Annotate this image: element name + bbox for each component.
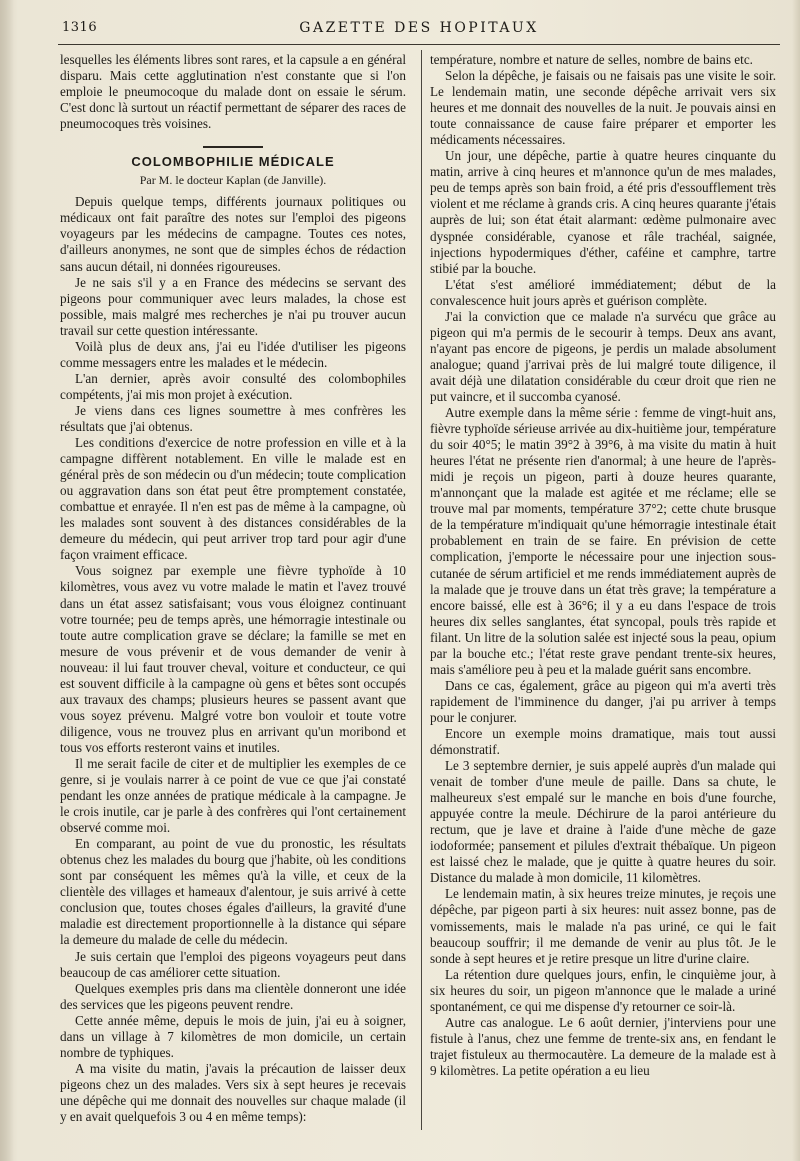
article-paragraph: Dans ce cas, également, grâce au pigeon qui m'a averti très rapidement de l'imminence du danger, j'ai pu arriver à temps pour le conjurer. [430, 677, 776, 725]
page-number: 1316 [62, 20, 98, 35]
article-paragraph: La rétention dure quelques jours, enfin, le cinquième jour, à six heures du soir, un pigeon m'annonce que le malade a uriné spontanément, ce qui me dispense d'y retourner ce soir-là. [430, 966, 776, 1014]
article-paragraph: Je viens dans ces lignes soumettre à mes confrères les résultats que j'ai obtenus. [60, 402, 406, 434]
article-paragraph: En comparant, au point de vue du pronostic, les résultats obtenus chez les malades du bourg que j'habite, où les conditions sont par conséquent les mêmes qu'à la ville, et ceux de la clientèle des villages et hameaux d'alentour, je suis arrivé à cette conclusion que, toutes choses égales d'ailleurs, la gravité d'une maladie est directement proportionnelle à la distance qui sépare la demeure du malade de celle du médecin. [60, 836, 406, 948]
article-paragraph: Le lendemain matin, à six heures treize minutes, je reçois une dépêche, par pigeon parti à six heures: nuit assez bonne, pas de vomissements, mais le malade n'a pas uriné, ce qui le fait beaucoup souffrir; il me demande de venir au plus tôt. Je le sonde à sept heures et je retire presque un litre d'urine claire. [430, 886, 776, 966]
article-paragraph: Voilà plus de deux ans, j'ai eu l'idée d'utiliser les pigeons comme messagers entre les malades et le médecin. [60, 338, 406, 370]
article-paragraph: Un jour, une dépêche, partie à quatre heures cinquante du matin, arrive à cinq heures et m'annonce qu'un de mes malades, peu de temps après son bain froid, a été pris d'essoufflement très violent et me réclame à grands cris. A cinq heures quarante j'étais auprès de lui; son état était alarmant: œdème pulmonaire avec dyspnée considérable, cyanose et râle trachéal, saignée, injections hypodermiques d'éther, caféine et camphre, tartre stibié par la bouche. [430, 148, 776, 276]
column-divider [421, 50, 422, 1130]
article-paragraph: Selon la dépêche, je faisais ou ne faisais pas une visite le soir. Le lendemain matin, une seconde dépêche arrivait vers six heures et me donnait des nouvelles de la nuit. Je pouvais ainsi en toute connaissance de cause faire préparer et emporter les médicaments nécessaires. [430, 68, 776, 148]
article-paragraph: Il me serait facile de citer et de multiplier les exemples de ce genre, si je voulais narrer à ce point de vue ce que j'ai constaté pendant les onze années de pratique médicale à la campagne. Je le crois inutile, car je parle à des confrères qui l'ont certainement observé comme moi. [60, 755, 406, 836]
left-column [60, 52, 406, 1125]
article-paragraph: A ma visite du matin, j'avais la précaution de laisser deux pigeons chez un des malades. Vers six à sept heures je recevais une dépêche qui me donnait des nouvelles sur chaque malade (il y en avait quelquefois 3 ou 4 en même temps): [60, 1060, 406, 1124]
page-edge-shadow-right [792, 0, 800, 1161]
continued-paragraph: température, nombre et nature de selles, nombre de bains etc. [430, 52, 753, 67]
section-ornament [60, 138, 406, 148]
journal-title: GAZETTE DES HOPITAUX [299, 20, 539, 36]
article-paragraph: L'état s'est amélioré immédiatement; début de la convalescence huit jours après et guérison complète. [430, 276, 776, 308]
article-paragraph: Vous soignez par exemple une fièvre typhoïde à 10 kilomètres, vous avez vu votre malade le matin et l'avez trouvé dans un état assez satisfaisant; vous vous éloignez continuant votre tournée; peu de temps après, une hémorragie intestinale ou toute autre complication grave se déclare; la famille se met en mesure de vous prévenir et de vous demander de venir à nouveau: il lui faut trouver cheval, voiture et conducteur, ce qui est souvent difficile à la campagne où gens et bêtes sont occupés aux travaux des champs; plusieurs heures se passent avant que vous soyez prévenu. Malgré votre bon vouloir et toute votre diligence, vous ne trouvez plus en arrivant qu'un moribond et tous vos efforts resteront vains et inutiles. [60, 563, 406, 755]
article-paragraph: Je ne sais s'il y a en France des médecins se servant des pigeons pour communiquer avec leurs malades, la chose est possible, mais malgré mes recherches je n'ai pu trouver aucun travail sur cette question intéressante. [60, 274, 406, 338]
article-paragraph: Encore un exemple moins dramatique, mais tout aussi démonstratif. [430, 725, 776, 758]
header-rule [58, 44, 780, 45]
right-column [430, 52, 776, 1079]
page-header [58, 18, 780, 42]
article-paragraph: Les conditions d'exercice de notre profession en ville et à la campagne diffèrent notablement. En ville le malade est en général près de son médecin ou d'un médecin; toute complication ou aggravation dans son état peut être promptement constatée, combattue et enrayée. Il n'en est pas de même à la campagne, où les malades sont souvent à des distances considérables de la demeure du médecin, qui peut arriver trop tard pour agir d'une façon vraiment efficace. [60, 435, 406, 563]
continued-paragraph: lesquelles les éléments libres sont rares, et la capsule a en général disparu. Mais cette agglutination n'est constante que si l'on emploie le pneumocoque du malade dont on essaie le sérum. C'est donc là surtout un réactif permettant de séparer des races de pneumocoques très voisines. [60, 52, 406, 132]
article-paragraph: Autre cas analogue. Le 6 août dernier, j'interviens pour une fistule à l'anus, chez une femme de trente-six ans, en fendant le trajet fistuleux au thermocautère. La demeure de la malade est à 9 kilomètres. La petite opération a eu lieu [430, 1014, 776, 1078]
article-paragraph: Le 3 septembre dernier, je suis appelé auprès d'un malade qui venait de tomber d'une meule de paille. Dans sa chute, le malheureux s'est empalé sur le manche en bois d'une fourche, appuyée contre la meule. Déchirure de la paroi antérieure du rectum, que je lave et draine à l'aide d'une mèche de gaze iodoformée; pansement et pilules d'extrait thébaïque. Un pigeon est laissé chez le malade, que je quitte à quatre heures du soir. Distance du malade à mon domicile, 11 kilomètres. [430, 758, 776, 886]
article-paragraph: Quelques exemples pris dans ma clientèle donneront une idée des services que les pigeons peuvent rendre. [60, 980, 406, 1012]
article-paragraph: J'ai la conviction que ce malade n'a survécu que grâce au pigeon qui m'a permis de le secourir à temps. Deux ans avant, n'ayant pas encore de pigeons, je perdis un malade absolument analogue; quand j'arrivai près de lui malgré toute diligence, il avait déjà une dilatation considérable du cœur droit que rien ne put vaincre, et il succomba cyanosé. [430, 308, 776, 404]
article-paragraph: Depuis quelque temps, différents journaux politiques ou médicaux ont fait paraître des notes sur l'emploi des pigeons voyageurs par les médecins de campagne. Toutes ces notes, d'ailleurs anonymes, ne sont que de simples échos de rédaction sans aucun détail, ni données rigoureuses. [60, 194, 406, 274]
article-paragraph: Cette année même, depuis le mois de juin, j'ai eu à soigner, dans un village à 7 kilomètres de mon domicile, un certain nombre de typhiques. [60, 1012, 406, 1060]
article-paragraph: Autre exemple dans la même série : femme de vingt-huit ans, fièvre typhoïde sérieuse arrivée au dix-huitième jour, température du soir 40°5; le matin 39°2 à 39°6, à ma visite du matin à huit heures l'état ne présente rien d'anormal; à une heure de l'après-midi je reçois un pigeon, parti à douze heures quarante, m'annonçant que la malade est agitée et me réclame; elle se trouve mal par moments, température 37°2; cette chute brusque de la température m'indiquait qu'une hémorragie intestinale était probablement en train de se faire. En prévision de cette complication, j'emporte le nécessaire pour une injection sous-cutanée de sérum artificiel et me rends immédiatement auprès de la malade que je trouve dans un état très grave; la température a encore baissé, elle est à 36°6; il y a eu dans l'espace de trois heures dix selles sanglantes, état syncopal, pouls très rapide et filant. Un litre de la solution salée est injecté sous la peau, opium par la bouche etc.; l'état reste grave pendant trente-six heures, mais s'améliore peu à peu et la malade guérit sans encombre. [430, 405, 776, 677]
article-paragraph: L'an dernier, après avoir consulté des colombophiles compétents, j'ai mis mon projet à exécution. [60, 370, 406, 402]
article-byline: Par M. le docteur Kaplan (de Janville). [139, 173, 327, 188]
page-edge-shadow [0, 0, 14, 1161]
article-paragraph: Je suis certain que l'emploi des pigeons voyageurs peut dans beaucoup de cas améliorer cette situation. [60, 948, 406, 980]
section-heading: COLOMBOPHILIE MÉDICALE [131, 154, 335, 170]
